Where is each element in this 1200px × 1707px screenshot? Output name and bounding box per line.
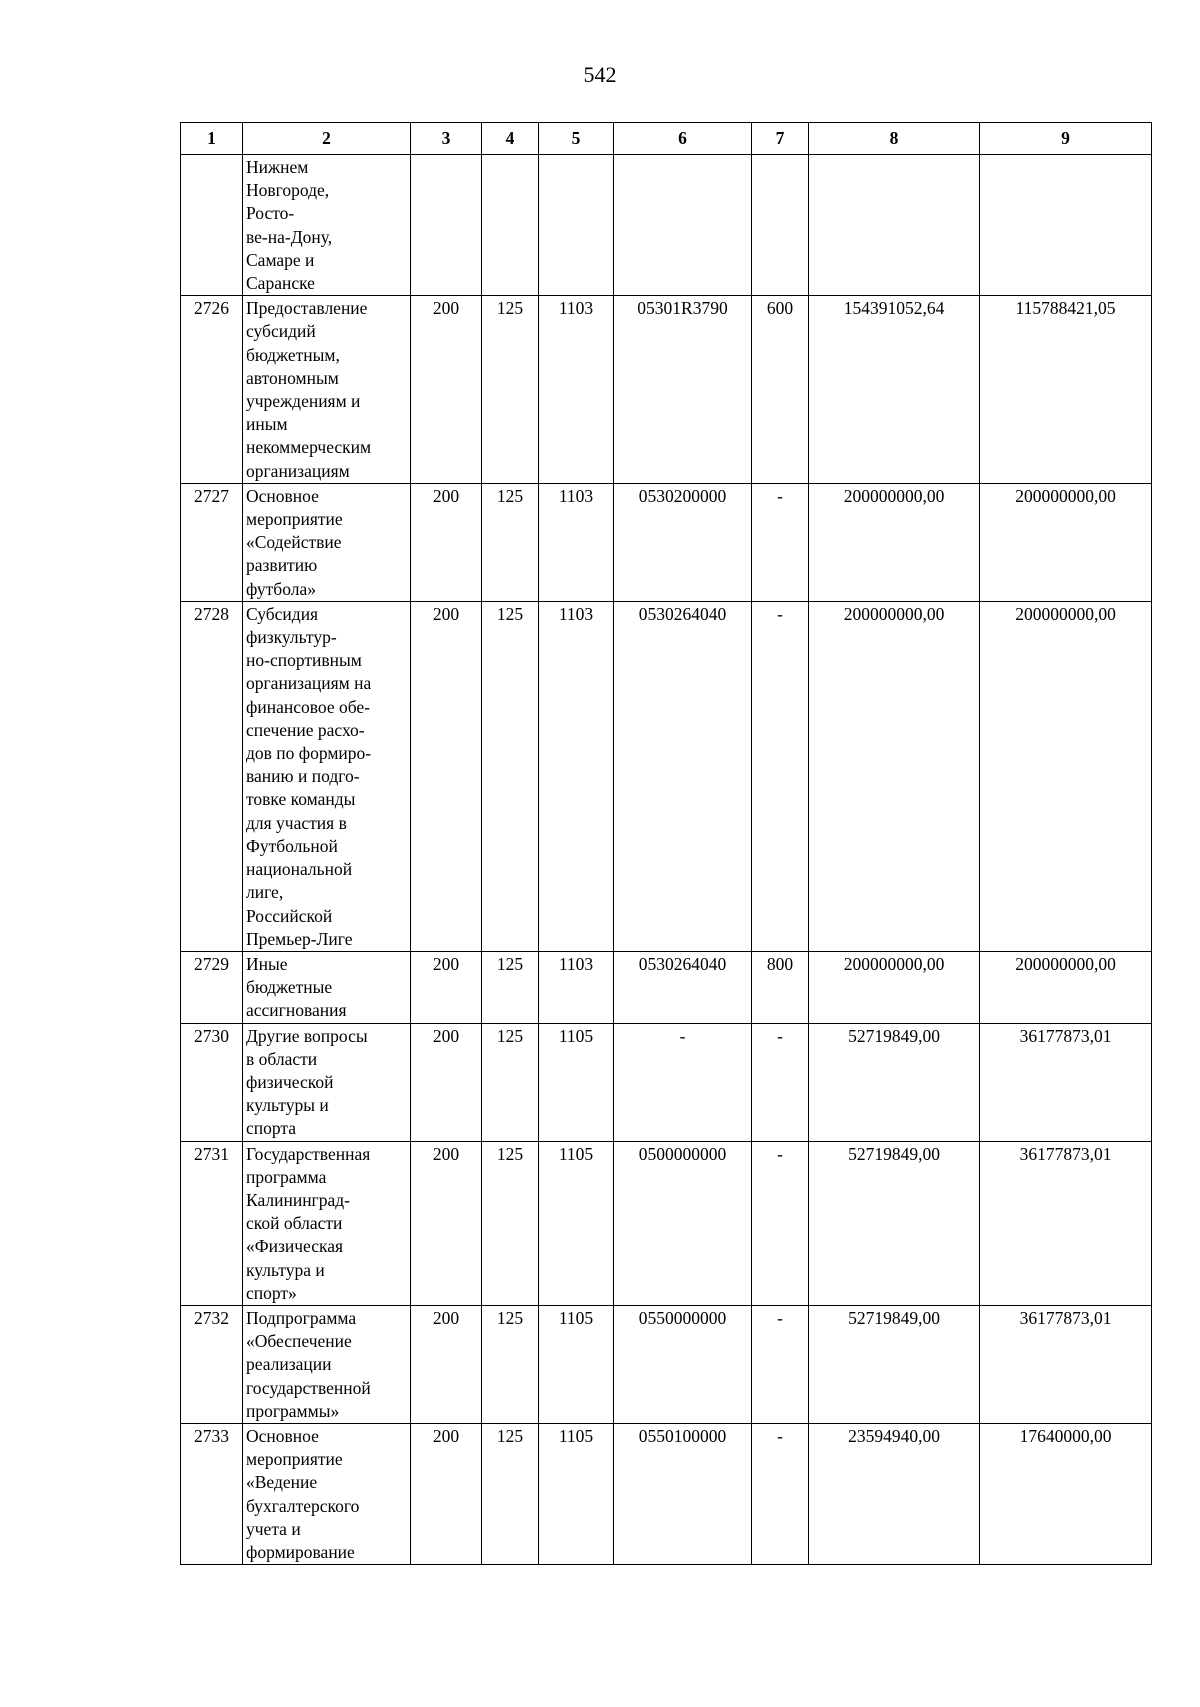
row-number xyxy=(181,155,243,296)
row-name-line: программы» xyxy=(246,1400,340,1421)
row-name-line: культура и xyxy=(246,1259,325,1280)
row-number: 2727 xyxy=(181,483,243,601)
cell-col-6: 0500000000 xyxy=(614,1141,752,1305)
row-name-line: Премьер-Лиге xyxy=(246,928,353,949)
cell-col-3: 200 xyxy=(411,1423,482,1564)
row-name-line: мероприятие xyxy=(246,509,343,530)
row-name xyxy=(243,601,411,951)
row-name-line: физической xyxy=(246,1071,334,1092)
header-row xyxy=(181,123,1152,155)
cell-col-7: - xyxy=(752,1023,809,1141)
row-number: 2730 xyxy=(181,1023,243,1141)
cell-col-3 xyxy=(411,155,482,296)
row-number: 2728 xyxy=(181,601,243,951)
cell-col-4: 125 xyxy=(482,601,539,951)
cell-col-9: 36177873,01 xyxy=(980,1305,1152,1423)
row-name-line: ванию и подго- xyxy=(246,766,360,787)
row-name-line: автономным xyxy=(246,367,339,388)
cell-col-9: 17640000,00 xyxy=(980,1423,1152,1564)
row-name xyxy=(243,1305,411,1423)
row-name-line: Подпрограмма xyxy=(246,1307,357,1328)
row-name-line: развитию xyxy=(246,555,318,576)
cell-col-7: 800 xyxy=(752,951,809,1023)
cell-col-6: 0550100000 xyxy=(614,1423,752,1564)
cell-col-6: 0530200000 xyxy=(614,483,752,601)
cell-col-4: 125 xyxy=(482,296,539,484)
cell-col-9: 200000000,00 xyxy=(980,601,1152,951)
cell-col-6: 0530264040 xyxy=(614,951,752,1023)
table-row xyxy=(181,1305,1152,1423)
cell-col-4: 125 xyxy=(482,1305,539,1423)
table-row xyxy=(181,951,1152,1023)
row-name-line: Основное xyxy=(246,485,319,506)
column-header-6: 6 xyxy=(614,123,752,155)
row-name-line: учреждениям и xyxy=(246,391,361,412)
cell-col-8: 154391052,64 xyxy=(809,296,980,484)
cell-col-8: 52719849,00 xyxy=(809,1141,980,1305)
table-row xyxy=(181,1423,1152,1564)
cell-col-4: 125 xyxy=(482,1023,539,1141)
row-name xyxy=(243,1141,411,1305)
cell-col-5: 1103 xyxy=(539,296,614,484)
row-name-line: иным xyxy=(246,414,288,435)
cell-col-4: 125 xyxy=(482,951,539,1023)
row-name-line: дов по формиро- xyxy=(246,743,372,764)
table-row xyxy=(181,155,1152,296)
row-name-line: Государственная xyxy=(246,1143,371,1164)
row-number: 2732 xyxy=(181,1305,243,1423)
cell-col-6 xyxy=(614,155,752,296)
row-name-line: Иные xyxy=(246,953,288,974)
cell-col-8: 200000000,00 xyxy=(809,483,980,601)
row-name xyxy=(243,1423,411,1564)
cell-col-9: 36177873,01 xyxy=(980,1023,1152,1141)
column-header-8: 8 xyxy=(809,123,980,155)
row-name-line: ассигнования xyxy=(246,1000,347,1021)
cell-col-7: - xyxy=(752,1141,809,1305)
row-name-line: Самаре и xyxy=(246,249,315,270)
cell-col-5: 1105 xyxy=(539,1305,614,1423)
table-row xyxy=(181,296,1152,484)
row-name-line: некоммерческим xyxy=(246,437,372,458)
table-row xyxy=(181,1141,1152,1305)
column-header-3: 3 xyxy=(411,123,482,155)
row-name-line: для участия в xyxy=(246,812,347,833)
cell-col-9: 200000000,00 xyxy=(980,483,1152,601)
row-name-line: государственной xyxy=(246,1377,371,1398)
row-name-line: организациям на xyxy=(246,673,372,694)
cell-col-5: 1103 xyxy=(539,601,614,951)
cell-col-7: - xyxy=(752,1423,809,1564)
cell-col-6: 0550000000 xyxy=(614,1305,752,1423)
cell-col-5: 1103 xyxy=(539,483,614,601)
cell-col-9: 115788421,05 xyxy=(980,296,1152,484)
cell-col-5: 1105 xyxy=(539,1423,614,1564)
row-name-line: реализации xyxy=(246,1354,332,1375)
cell-col-3: 200 xyxy=(411,1305,482,1423)
row-name-line: Субсидия xyxy=(246,603,319,624)
cell-col-7: - xyxy=(752,483,809,601)
cell-col-3: 200 xyxy=(411,1141,482,1305)
cell-col-6: - xyxy=(614,1023,752,1141)
row-name-line: в области xyxy=(246,1048,318,1069)
row-name-line: ве-на-Дону, xyxy=(246,226,333,247)
row-name-line: Новгороде, xyxy=(246,180,330,201)
row-name-line: Нижнем xyxy=(246,157,309,177)
column-header-2: 2 xyxy=(243,123,411,155)
row-name xyxy=(243,483,411,601)
cell-col-9: 200000000,00 xyxy=(980,951,1152,1023)
row-name-line: «Физическая xyxy=(246,1236,344,1257)
page-number: 542 xyxy=(583,62,617,87)
row-number: 2733 xyxy=(181,1423,243,1564)
cell-col-4: 125 xyxy=(482,483,539,601)
cell-col-5 xyxy=(539,155,614,296)
column-header-7: 7 xyxy=(752,123,809,155)
cell-col-3: 200 xyxy=(411,296,482,484)
column-header-4: 4 xyxy=(482,123,539,155)
row-name-line: национальной xyxy=(246,859,353,880)
cell-col-6: 05301R3790 xyxy=(614,296,752,484)
cell-col-8: 23594940,00 xyxy=(809,1423,980,1564)
row-name-line: Российской xyxy=(246,905,333,926)
column-header-5: 5 xyxy=(539,123,614,155)
column-header-9: 9 xyxy=(980,123,1152,155)
row-name-line: «Содействие xyxy=(246,532,342,553)
row-name-line: Калининград- xyxy=(246,1189,350,1210)
row-name-line: спорта xyxy=(246,1118,297,1139)
row-name-line: финансовое обе- xyxy=(246,696,370,717)
cell-col-3: 200 xyxy=(411,483,482,601)
cell-col-5: 1103 xyxy=(539,951,614,1023)
cell-col-5: 1105 xyxy=(539,1141,614,1305)
row-name-line: футбола» xyxy=(246,578,316,599)
cell-col-7: - xyxy=(752,1305,809,1423)
cell-col-8: 200000000,00 xyxy=(809,601,980,951)
row-name-line: спорт» xyxy=(246,1282,297,1303)
row-name-line: бюджетные xyxy=(246,977,333,998)
row-name xyxy=(243,951,411,1023)
row-name-line: но-спортивным xyxy=(246,650,362,671)
row-name-line: культуры и xyxy=(246,1095,329,1116)
row-name-line: субсидий xyxy=(246,321,316,342)
row-name-line: Футбольной xyxy=(246,835,338,856)
cell-col-8: 52719849,00 xyxy=(809,1305,980,1423)
row-number: 2731 xyxy=(181,1141,243,1305)
row-name xyxy=(243,155,411,296)
row-name-line: мероприятие xyxy=(246,1449,343,1470)
row-name-line: физкультур- xyxy=(246,627,337,648)
cell-col-4: 125 xyxy=(482,1141,539,1305)
table-row xyxy=(181,483,1152,601)
column-header-1: 1 xyxy=(181,123,243,155)
row-name xyxy=(243,1023,411,1141)
row-name-line: Саранске xyxy=(246,273,315,294)
cell-col-4 xyxy=(482,155,539,296)
cell-col-4: 125 xyxy=(482,1423,539,1564)
row-name-line: организациям xyxy=(246,460,350,481)
cell-col-7 xyxy=(752,155,809,296)
row-name-line: учета и xyxy=(246,1518,301,1539)
row-number: 2726 xyxy=(181,296,243,484)
row-name-line: «Ведение xyxy=(246,1472,318,1493)
table-body xyxy=(181,155,1152,1565)
cell-col-8: 200000000,00 xyxy=(809,951,980,1023)
row-name-line: Основное xyxy=(246,1425,319,1446)
row-name xyxy=(243,296,411,484)
row-name-line: бюджетным, xyxy=(246,344,340,365)
cell-col-7: - xyxy=(752,601,809,951)
table-row xyxy=(181,1023,1152,1141)
row-name-line: спечение расхо- xyxy=(246,719,365,740)
row-name-line: Предоставление xyxy=(246,298,368,319)
cell-col-8 xyxy=(809,155,980,296)
row-name-line: товке команды xyxy=(246,789,356,810)
table-row xyxy=(181,601,1152,951)
cell-col-6: 0530264040 xyxy=(614,601,752,951)
cell-col-5: 1105 xyxy=(539,1023,614,1141)
cell-col-8: 52719849,00 xyxy=(809,1023,980,1141)
row-number: 2729 xyxy=(181,951,243,1023)
row-name-line: лиге, xyxy=(246,882,284,903)
row-name-line: бухгалтерского xyxy=(246,1495,360,1516)
cell-col-9: 36177873,01 xyxy=(980,1141,1152,1305)
row-name-line: Росто- xyxy=(246,203,295,224)
budget-table xyxy=(180,122,1152,1565)
row-name-line: Другие вопросы xyxy=(246,1025,368,1046)
row-name-line: ской области xyxy=(246,1213,343,1234)
cell-col-9 xyxy=(980,155,1152,296)
cell-col-7: 600 xyxy=(752,296,809,484)
cell-col-3: 200 xyxy=(411,601,482,951)
row-name-line: программа xyxy=(246,1166,327,1187)
row-name-line: «Обеспечение xyxy=(246,1331,352,1352)
row-name-line: формирование xyxy=(246,1541,355,1562)
cell-col-3: 200 xyxy=(411,1023,482,1141)
cell-col-3: 200 xyxy=(411,951,482,1023)
